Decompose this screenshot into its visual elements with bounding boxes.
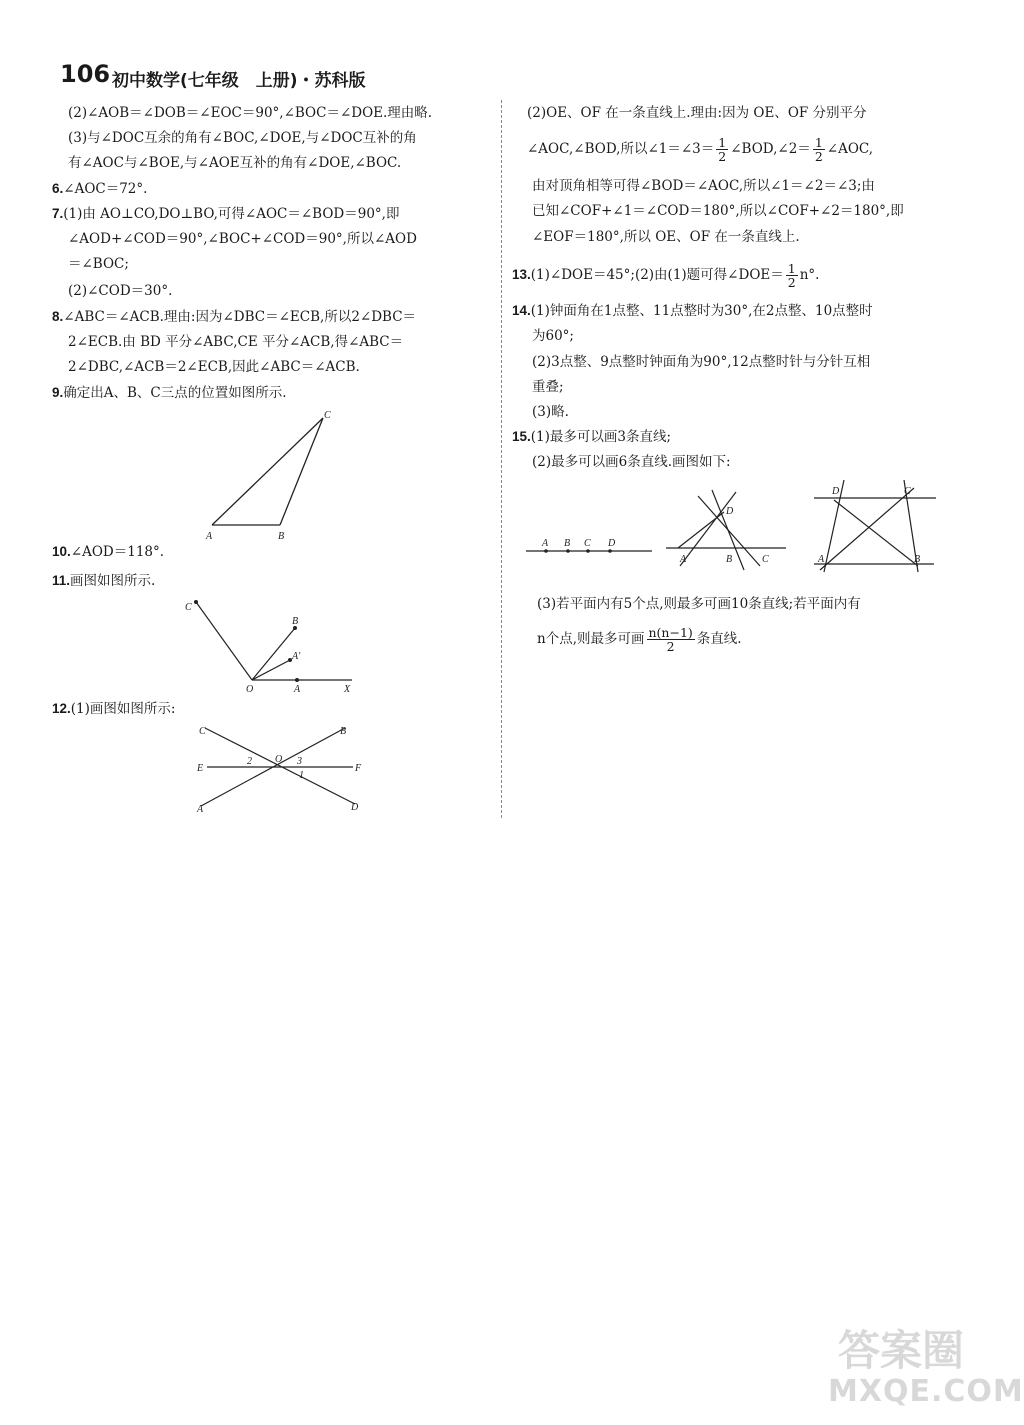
q12-2-line1: (2)OE、OF 在一条直线上.理由:因为 OE、OF 分别平分 bbox=[527, 105, 867, 121]
figure-q15-quadrilateral bbox=[810, 478, 940, 574]
label-q12-a: A bbox=[197, 804, 204, 815]
label-q15-tri-a: A bbox=[680, 554, 687, 565]
label-q12-3: 3 bbox=[297, 756, 302, 767]
label-q15-tri-c: C bbox=[762, 554, 769, 565]
label-q12-1: 1 bbox=[299, 770, 304, 781]
fraction-half: $\frac{1}{2}$ bbox=[718, 135, 727, 164]
label-q15-quad-a: A bbox=[818, 554, 825, 565]
q14-line3: (2)3点整、9点整时钟面角为90°,12点整时针与分针互相 bbox=[532, 354, 871, 370]
column-divider bbox=[501, 100, 502, 818]
label-q12-d: D bbox=[351, 802, 359, 813]
q12-2-line3: 由对顶角相等可得∠BOD＝∠AOC,所以∠1＝∠2＝∠3;由 bbox=[532, 178, 875, 194]
left-line: 2∠DBC,∠ACB＝2∠ECB,因此∠ABC＝∠ACB. bbox=[68, 359, 360, 375]
watermark-site: MXQE.COM bbox=[828, 1374, 1024, 1409]
left-line: (2)∠COD＝30°. bbox=[68, 283, 173, 299]
q12-2-line2: ∠AOC,∠BOD,所以∠1＝∠3＝ $\frac{1}{2}$ ∠BOD,∠2＝ $\frac{1}{2}$ ∠AOC, bbox=[527, 135, 874, 164]
page-number: 106 bbox=[60, 60, 111, 88]
label-q12-f: F bbox=[355, 763, 362, 774]
label-q15-a: A bbox=[542, 538, 549, 549]
label-q15-quad-b: B bbox=[914, 554, 921, 565]
left-line: ＝∠BOC; bbox=[68, 256, 129, 272]
label-q11-o: O bbox=[246, 684, 254, 695]
fraction-half: $\frac{1}{2}$ bbox=[787, 261, 796, 290]
label-q15-tri-b: B bbox=[726, 554, 733, 565]
label-q15-c: C bbox=[584, 538, 591, 549]
label-q9-c: C bbox=[324, 410, 331, 421]
label-q9-b: B bbox=[278, 531, 285, 542]
figure-q12-lines bbox=[195, 722, 370, 814]
q14-line4: 重叠; bbox=[532, 379, 564, 395]
label-q12-o: O bbox=[275, 754, 283, 765]
left-line: 12.(1)画图如图所示: bbox=[52, 701, 176, 717]
left-line: 7.(1)由 AO⊥CO,DO⊥BO,可得∠AOC＝∠BOD＝90°,即 bbox=[52, 206, 400, 222]
left-line: 6.∠AOC＝72°. bbox=[52, 181, 148, 197]
left-line: 8.∠ABC＝∠ACB.理由:因为∠DBC＝∠ECB,所以2∠DBC＝ bbox=[52, 309, 417, 325]
label-q12-2: 2 bbox=[247, 756, 252, 767]
label-q11-c: C bbox=[185, 602, 192, 613]
q14-line2: 为60°; bbox=[532, 328, 574, 344]
book-title: 初中数学(七年级 上册)・苏科版 bbox=[112, 71, 366, 91]
left-line: 有∠AOC与∠BOE,与∠AOE互补的角有∠DOE,∠BOC. bbox=[68, 155, 402, 171]
label-q12-b: B bbox=[340, 726, 347, 737]
q15-line2: (2)最多可以画6条直线.画图如下: bbox=[532, 454, 731, 470]
left-line: 10.∠AOD＝118°. bbox=[52, 544, 165, 560]
label-q15-quad-c: C bbox=[904, 486, 911, 497]
label-q11-a-prime: A′ bbox=[292, 651, 301, 662]
label-q15-d: D bbox=[608, 538, 616, 549]
q14-line5: (3)略. bbox=[532, 404, 569, 420]
fraction-half: $\frac{1}{2}$ bbox=[814, 135, 823, 164]
q12-2-line5: ∠EOF＝180°,所以 OE、OF 在一条直线上. bbox=[532, 229, 800, 245]
left-line: 11.画图如图所示. bbox=[52, 573, 156, 589]
fraction-n: $\frac{n(n-1)}{2}$ bbox=[648, 625, 693, 654]
q15-line4: n个点,则最多可画 $\frac{n(n-1)}{2}$ 条直线. bbox=[537, 625, 742, 654]
label-q11-a: A bbox=[294, 684, 301, 695]
label-q15-b: B bbox=[564, 538, 571, 549]
figure-q11-angles bbox=[180, 596, 360, 694]
label-q12-c: C bbox=[199, 726, 206, 737]
label-q12-e: E bbox=[197, 763, 204, 774]
label-q9-a: A bbox=[206, 531, 213, 542]
left-line: ∠AOD+∠COD＝90°,∠BOC+∠COD＝90°,所以∠AOD bbox=[68, 231, 417, 247]
q14-line1: 14.(1)钟面角在1点整、11点整时为30°,在2点整、10点整时 bbox=[512, 303, 873, 319]
watermark-logo: 答案圈 bbox=[838, 1326, 965, 1375]
left-line: 9.确定出A、B、C三点的位置如图所示. bbox=[52, 385, 287, 401]
label-q15-tri-d: D bbox=[726, 506, 734, 517]
left-line: (2)∠AOB＝∠DOB＝∠EOC＝90°,∠BOC＝∠DOE.理由略. bbox=[68, 105, 433, 121]
q15-line3: (3)若平面内有5个点,则最多可画10条直线;若平面内有 bbox=[537, 596, 861, 612]
figure-q15-collinear bbox=[524, 534, 654, 560]
left-line: 2∠ECB.由 BD 平分∠ABC,CE 平分∠ACB,得∠ABC＝ bbox=[68, 334, 404, 350]
label-q11-x: X bbox=[344, 684, 351, 695]
q12-2-line4: 已知∠COF+∠1＝∠COD＝180°,所以∠COF+∠2＝180°,即 bbox=[532, 203, 904, 219]
q13-line: 13.(1)∠DOE＝45°;(2)由(1)题可得∠DOE＝ $\frac{1}{2}$ n°. bbox=[512, 261, 820, 290]
label-q11-b: B bbox=[292, 616, 299, 627]
q15-line1: 15.(1)最多可以画3条直线; bbox=[512, 429, 672, 445]
left-line: (3)与∠DOC互余的角有∠BOC,∠DOE,与∠DOC互补的角 bbox=[68, 130, 417, 146]
label-q15-quad-d: D bbox=[832, 486, 840, 497]
figure-q9-triangle bbox=[200, 408, 340, 543]
figure-q15-triangle bbox=[664, 486, 789, 572]
